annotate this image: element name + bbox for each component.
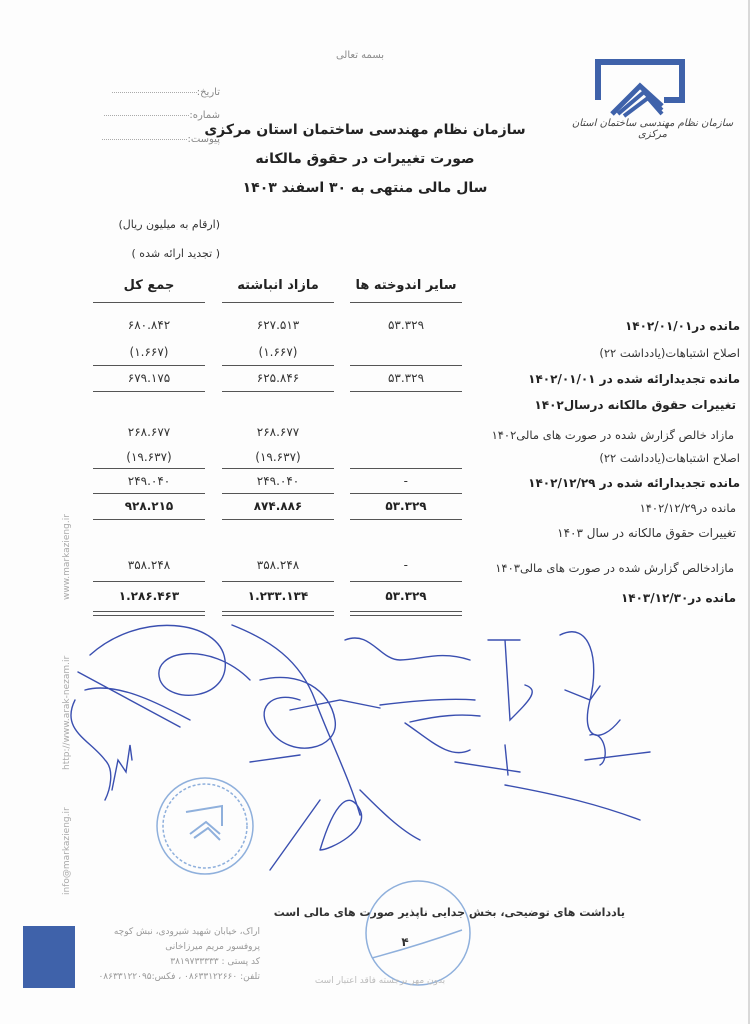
bismillah-heading: بسمه تعالی	[335, 50, 385, 61]
column-header-accumulated-surplus: مازاد انباشته	[237, 278, 319, 293]
column-header-other-reserves: سایر اندوخته ها	[355, 278, 457, 293]
section-heading: تغییرات حقوق مالکانه درسال۱۴۰۲	[534, 398, 736, 412]
cell-total: ۲۶۸.۶۷۷	[127, 425, 171, 439]
date-label: تاریخ:	[196, 87, 220, 98]
section-heading: تغییرات حقوق مالکانه در سال ۱۴۰۳	[557, 526, 736, 540]
row-label: اصلاح اشتباهات(یادداشت ۲۲)	[599, 346, 740, 360]
cell-total: ۶۷۹.۱۷۵	[127, 371, 171, 385]
row-label: مانده در۱۴۰۲/۱۲/۲۹	[639, 501, 736, 515]
address-line: اراک، خیابان شهید شیرودی، نبش کوچه	[113, 927, 260, 937]
emboss-validity-note: بدون مهر برجسته فاقد اعتبار است	[314, 976, 446, 986]
cell-accumulated-surplus: ۲۶۸.۶۷۷	[256, 425, 300, 439]
email-link[interactable]: info@markazieng.ir	[62, 807, 72, 895]
number-label: شماره:	[189, 110, 220, 121]
cell-total: (۱.۶۶۷)	[129, 345, 169, 359]
cell-other-reserves: -	[403, 558, 409, 572]
cell-accumulated-surplus: ۶۲۷.۵۱۳	[256, 318, 300, 332]
row-label: مانده در۱۴۰۳/۱۲/۳۰	[620, 591, 736, 605]
cell-accumulated-surplus: ۲۴۹.۰۴۰	[256, 474, 300, 488]
cell-total: ۹۲۸.۲۱۵	[124, 499, 174, 513]
address-color-block	[23, 926, 75, 988]
cell-total: ۱.۲۸۶.۴۶۳	[118, 589, 180, 603]
cell-accumulated-surplus: ۶۲۵.۸۴۶	[256, 371, 300, 385]
notes-statement: یادداشت های توضیحی، بخش جدایی ناپذیر صورت های مالی است	[273, 906, 625, 919]
attachment-label: پیوست:	[187, 134, 220, 145]
address-line: پروفسور مریم میرزاخانی	[165, 942, 260, 952]
cell-other-reserves: -	[403, 474, 409, 488]
website-link-alt[interactable]: http://www.arak-nezam.ir	[62, 655, 72, 770]
restated-note: ( تجدید ارائه شده )	[131, 247, 220, 260]
cell-other-reserves: ۵۳.۳۲۹	[387, 371, 425, 385]
organization-title: سازمان نظام مهندسی ساختمان استان مرکزی	[204, 122, 526, 138]
statement-title: صورت تغییرات در حقوق مالکانه	[255, 151, 475, 167]
cell-accumulated-surplus: (۱.۶۶۷)	[258, 345, 298, 359]
cell-total: ۳۵۸.۲۴۸	[127, 558, 171, 572]
phone-fax: تلفن: ۰۸۶۳۳۱۲۲۶۶۰ ، فکس:۰۸۶۳۳۱۲۲۰۹۵	[98, 972, 260, 982]
cell-other-reserves: ۵۳.۳۲۹	[385, 589, 427, 603]
row-label: مانده در۱۴۰۲/۰۱/۰۱	[624, 319, 740, 333]
round-seal-icon	[157, 778, 253, 874]
cell-other-reserves: ۵۳.۳۲۹	[387, 318, 425, 332]
page-number: ۴	[401, 935, 409, 949]
logo-caption: سازمان نظام مهندسی ساختمان استان مرکزی	[571, 118, 734, 140]
fiscal-year-title: سال مالی منتهی به ۳۰ اسفند ۱۴۰۳	[242, 180, 488, 196]
cell-accumulated-surplus: (۱۹.۶۳۷)	[255, 450, 301, 464]
row-label: مانده تجدیدارائه شده در ۱۴۰۲/۱۲/۲۹	[528, 476, 740, 490]
cell-accumulated-surplus: ۸۷۴.۸۸۶	[253, 499, 303, 513]
report-seal-icon	[366, 881, 470, 985]
row-label: اصلاح اشتباهات(یادداشت ۲۲)	[599, 451, 740, 465]
website-link[interactable]: www.markazieng.ir	[62, 514, 72, 600]
cell-accumulated-surplus: ۱.۲۳۳.۱۳۴	[247, 589, 309, 603]
cell-other-reserves: ۵۳.۳۲۹	[385, 499, 427, 513]
postal-code: کد پستی : ۳۸۱۹۷۳۳۳۳۳	[170, 957, 260, 967]
cell-total: (۱۹.۶۳۷)	[126, 450, 172, 464]
row-label: مازاد خالص گزارش شده در صورت های مالی۱۴۰۲	[491, 428, 734, 442]
unit-note: (ارقام به میلیون ریال)	[118, 218, 220, 231]
cell-accumulated-surplus: ۳۵۸.۲۴۸	[256, 558, 300, 572]
row-label: مازادخالص گزارش شده در صورت های مالی۱۴۰۳	[495, 561, 734, 575]
cell-total: ۲۴۹.۰۴۰	[127, 474, 171, 488]
row-label: مانده تجدیدارائه شده در ۱۴۰۲/۰۱/۰۱	[528, 372, 740, 386]
cell-total: ۶۸۰.۸۴۲	[127, 318, 171, 332]
column-header-total: جمع کل	[123, 278, 175, 293]
